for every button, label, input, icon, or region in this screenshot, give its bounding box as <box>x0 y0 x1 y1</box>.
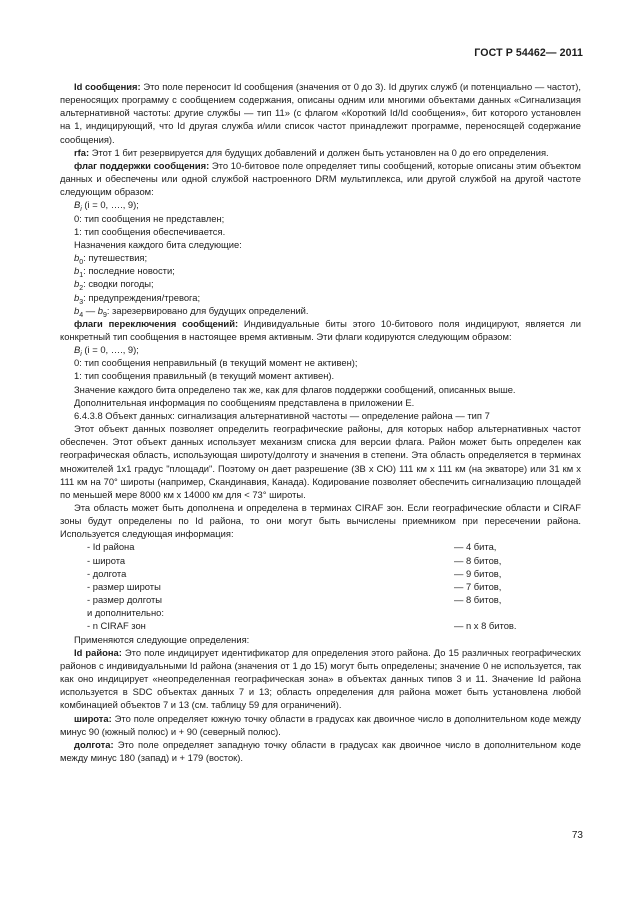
paragraph-message-id: Id сообщения: Это поле переносит Id сообщения (значения от 0 до 3). Id других служб (и потенциально — частот), переносящих программу с сообщением содержания, описаны одним или многими объектами данных «Сигнализация альтернативной частоты: другие службы — тип 11» (с флагом «Короткий Id/Id сообщения», бит которого установлен на 1, индицирующий, что Id другая служба и/или список частот принадлежит программе, переносящей содержание сообщения). <box>60 81 581 145</box>
term-region-id: Id района: <box>74 646 122 658</box>
field-row-latitude: - широта — 8 битов, <box>87 554 502 566</box>
page-header: ГОСТ Р 54462— 2011 <box>474 47 583 59</box>
list-item-b2: $b_2$: сводки погоды; <box>74 278 154 293</box>
paragraph-longitude: долгота: Это поле определяет западную точку области в градусах как двоичное число в дополнительном коде между минус 180 (запад) и + 179 (восток). <box>60 738 581 763</box>
list-item: Дополнительная информация по сообщениям представлена в приложении Е. <box>74 396 415 408</box>
bit-index-line: $B_i$ (i = 0, …., 9); <box>74 344 139 358</box>
section-heading: 6.4.3.8 Объект данных: сигнализация альтернативной частоты — определение района — тип 7 <box>74 409 490 421</box>
page-number: 73 <box>571 830 583 841</box>
field-row-region-id: - Id района — 4 бита, <box>87 541 497 553</box>
bit-index-line: $B_i$ (i = 0, …., 9); <box>74 199 139 214</box>
page-content <box>60 80 581 764</box>
field-row-latitude-size: - размер широты — 7 битов, <box>87 580 502 592</box>
term-message-id: Id сообщения: <box>74 81 141 92</box>
field-row-longitude-size: - размер долготы — 8 битов, <box>87 594 502 606</box>
list-item: Значение каждого бита определено так же, как для флагов поддержки сообщений, описанных выше. <box>74 383 516 395</box>
term-longitude: долгота: <box>74 738 114 750</box>
list-item: 1: тип сообщения правильный (в текущий момент активен). <box>74 370 335 382</box>
field-row-ciraf: - n CIRAF зон — n х 8 битов. <box>87 620 517 632</box>
paragraph-ciraf: Эта область может быть дополнена и определена в терминах CIRAF зон. Если географические области и CIRAF зоны будут определены по Id района, то они могут быть вычислены приемником при пересечении района. Используется следующая информация: <box>60 502 581 540</box>
list-item: 0: тип сообщения неправильный (в текущий момент не активен); <box>74 357 358 369</box>
term-rfa: rfa: <box>74 146 90 158</box>
list-item-b4-b9: $b_4$ — $b_9$: зарезервировано для будущих определений. <box>74 304 309 319</box>
paragraph-rfa: rfa: Этот 1 бит резервируется для будущих добавлений и должен быть установлен на 0 до его определения. <box>74 146 549 158</box>
paragraph-switch-flags: флаги переключения сообщений: Индивидуальные биты этого 10-битового поля индицируют, является ли конкретный тип сообщения в настоящее время активным. Эти флаги кодируются следующим образом: <box>60 317 581 342</box>
field-row-additional: и дополнительно: <box>87 607 164 619</box>
paragraph-region-id: Id района: Это поле индицирует идентификатор для определения этого района. До 15 различных географических районов с индивидуальными Id района (значения от 1 до 15) могут быть определены; значение 0 не используется, так как оно индицирует «неопределенная географическая зона» в объектах данных типов 3 и 11. Значение Id района используется в SDC объектах данных 7 и 13; область определения для района может быть установлена любой комбинацией объектов 7 и 13 (см. таблицу 59 для ограничений). <box>60 646 581 711</box>
term-latitude: широта: <box>74 712 112 724</box>
list-item-b1: $b_1$: последние новости; <box>74 265 175 280</box>
paragraph-latitude: широта: Это поле определяет южную точку области в градусах как двоичное число в дополнительном коде между минус 90 (южный полюс) и + 90 (северный полюс). <box>60 712 581 737</box>
list-item-b0: $b_0$: путешествия; <box>74 252 148 266</box>
paragraph-support-flag: флаг поддержки сообщения: Это 10-битовое поле определяет типы сообщений, которые описаны этим объектом данных и обеспечены или одной службой настроенного DRM мультиплекса, или другой службой на другой частоте следующим образом: <box>60 159 581 198</box>
list-item: 0: тип сообщения не представлен; <box>74 212 225 224</box>
definitions-intro: Применяются следующие определения: <box>74 633 250 645</box>
list-item: 1: тип сообщения обеспечивается. <box>74 225 226 237</box>
paragraph-region-object: Этот объект данных позволяет определить географические районы, для которых набор альтернативных частот обеспечен. Этот объект данных использует механизм списка для версии флага. Район может быть определен как географическая область, использующая широту/долготу и значения в степени. Эта область определяется в терминах множителей 1х1 градус "площади". Поэтому он дает разрешение (3В х СЮ) 111 км х 111 км (на экваторе) или 31 км х 111 км на 70° широты (например, Скандинавия, Канада). Кодирование позволяет обеспечить сигнализацию площадей по меньшей мере 8000 км х 14000 км для < 73° широты. <box>60 423 581 500</box>
list-item-b3: $b_3$: предупреждения/тревога; <box>74 291 201 306</box>
term-switch-flags: флаги переключения сообщений: <box>74 317 239 329</box>
field-row-longitude: - долгота — 9 битов, <box>87 567 502 579</box>
list-item: Назначения каждого бита следующие: <box>74 238 242 250</box>
term-support-flag: флаг поддержки сообщения: <box>74 159 210 171</box>
